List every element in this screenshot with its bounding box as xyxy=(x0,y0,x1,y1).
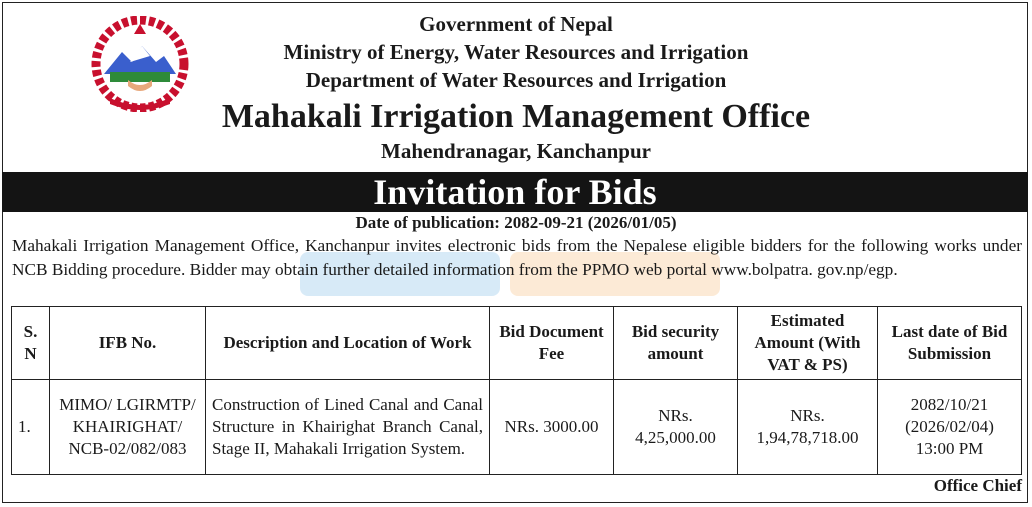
cell-sn: 1. xyxy=(12,380,50,475)
header-last-date: Last date of Bid Submission xyxy=(878,307,1022,380)
header-security-amount: Bid security amount xyxy=(614,307,738,380)
cell-description: Construction of Lined Canal and Canal Structure in Khairighat Branch Canal, Stage II, Mahakali Irrigation System. xyxy=(206,380,490,475)
signoff-office-chief: Office Chief xyxy=(933,476,1022,495)
header-estimated-amount: Estimated Amount (With VAT & PS) xyxy=(738,307,878,380)
table-row xyxy=(12,380,1022,475)
cell-security-amount: NRs. 4,25,000.00 xyxy=(614,380,738,475)
notice-title: Invitation for Bids xyxy=(373,172,657,212)
header-description: Description and Location of Work xyxy=(206,307,490,380)
office-location: Mahendranagar, Kanchanpur xyxy=(381,139,651,163)
office-title: Mahakali Irrigation Management Office xyxy=(221,98,811,135)
header-ifb-no: IFB No. xyxy=(50,307,206,380)
table-header-row xyxy=(12,307,1022,380)
header-sn: S. N xyxy=(12,307,50,380)
bids-table xyxy=(11,306,1022,475)
publication-date: Date of publication: 2082-09-21 (2026/01/05) xyxy=(355,213,677,232)
cell-ifb-no: MIMO/ LGIRMTP/ KHAIRIGHAT/ NCB-02/082/083 xyxy=(50,380,206,475)
cell-last-date: 2082/10/21 (2026/02/04) 13:00 PM xyxy=(878,380,1022,475)
cell-document-fee: NRs. 3000.00 xyxy=(490,380,614,475)
header-document-fee: Bid Document Fee xyxy=(490,307,614,380)
government-title: Government of Nepal xyxy=(419,12,613,36)
ministry-title: Ministry of Energy, Water Resources and Irrigation xyxy=(283,40,749,64)
cell-estimated-amount: NRs. 1,94,78,718.00 xyxy=(738,380,878,475)
intro-paragraph: Mahakali Irrigation Management Office, Kanchanpur invites electronic bids from the Nepalese eligible bidders for the following works under NCB Bidding procedure. Bidder may obtain further detailed information from the PPMO web portal www.bolpatra. gov.np/egp. xyxy=(12,236,1022,279)
department-title: Department of Water Resources and Irrigation xyxy=(305,68,727,92)
title-banner xyxy=(2,172,1028,212)
